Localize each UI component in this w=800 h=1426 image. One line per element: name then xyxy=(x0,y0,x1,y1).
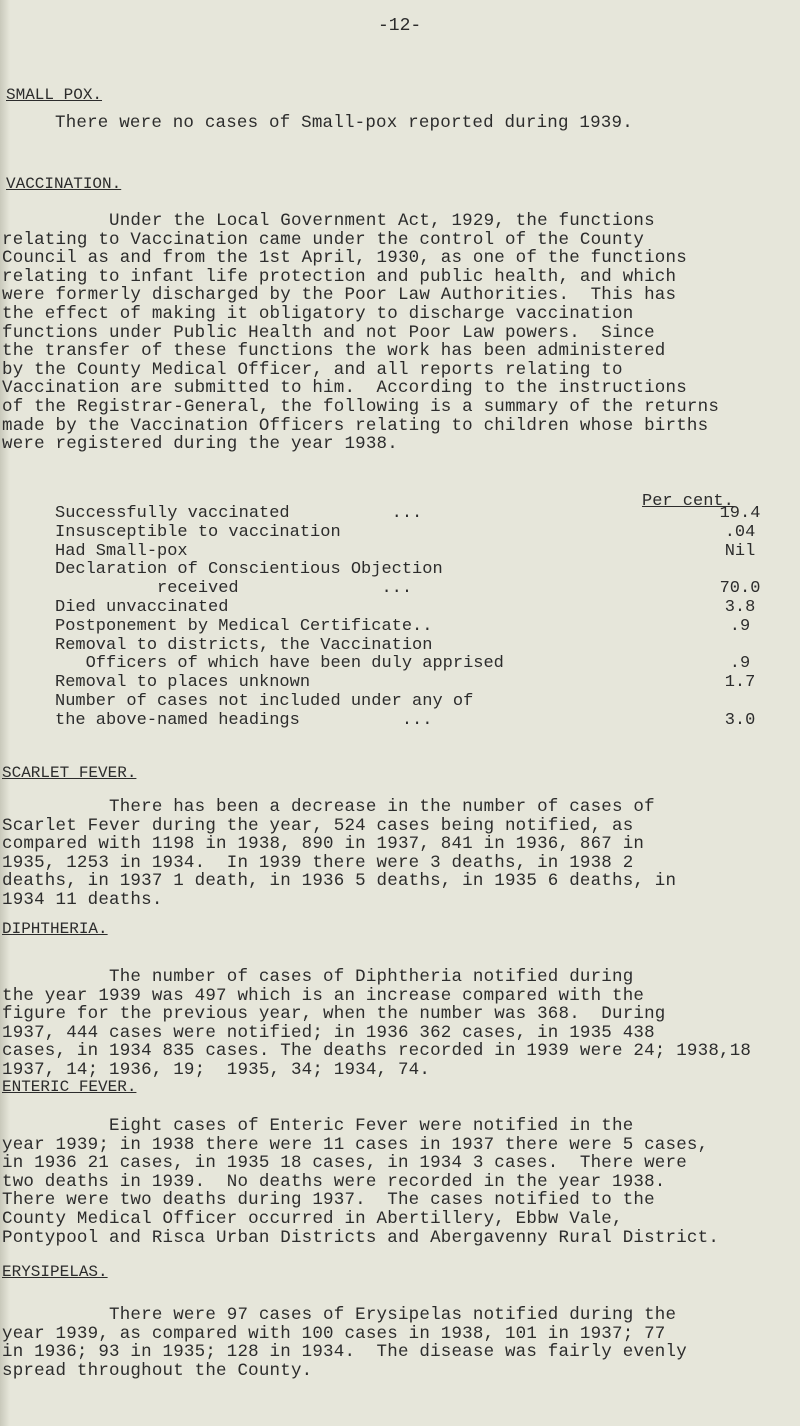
row-percent: 70.0 xyxy=(719,579,761,599)
per-cent-header: Per cent. xyxy=(642,492,734,511)
text-line: 1937, 444 cases were notified; in 1936 362 cases, in 1935 438 xyxy=(2,1022,655,1043)
text-line: year 1939; in 1938 there were 11 cases in 1937 there were 5 cases, xyxy=(2,1134,709,1155)
text-line: the effect of making it obligatory to discharge vaccination xyxy=(2,303,634,324)
table-row xyxy=(55,655,775,674)
row-percent: Nil xyxy=(724,541,756,561)
text-line: in 1936 21 cases, in 1935 18 cases, in 1934 3 cases. There were xyxy=(2,1153,687,1174)
text-line: Pontypool and Risca Urban Districts and Abergavenny Rural District. xyxy=(2,1227,720,1248)
text-line: year 1939, as compared with 100 cases in 1938, 101 in 1937; 77 xyxy=(2,1323,666,1344)
text-line: 1935, 1253 in 1934. In 1939 there were 3 deaths, in 1938 2 xyxy=(2,852,634,873)
text-line: Scarlet Fever during the year, 524 cases being notified, as xyxy=(2,815,634,836)
page-number: -12- xyxy=(378,16,422,36)
row-percent: .9 xyxy=(729,616,751,636)
text-line: figure for the previous year, when the number was 368. During xyxy=(2,1004,666,1025)
table-row xyxy=(55,543,775,562)
row-label: Had Small-pox xyxy=(55,541,188,561)
row-label: received ... xyxy=(55,579,413,599)
row-label: Removal to places unknown xyxy=(55,673,311,693)
small-pox-paragraph xyxy=(55,114,633,133)
text-line: two deaths in 1939. No deaths were recorded in the year 1938. xyxy=(2,1171,666,1192)
heading-enteric-fever: ENTERIC FEVER. xyxy=(2,1078,137,1096)
row-percent xyxy=(705,693,775,712)
table-row xyxy=(55,580,775,599)
text-line: There were two deaths during 1937. The cases notified to the xyxy=(2,1190,655,1211)
text-line: There were 97 cases of Erysipelas notified during the xyxy=(2,1305,677,1325)
row-label: Postponement by Medical Certificate.. xyxy=(55,616,433,636)
text-line: County Medical Officer occurred in Abertillery, Ebbw Vale, xyxy=(2,1208,623,1229)
text-line: of the Registrar-General, the following is a summary of the returns xyxy=(2,396,720,417)
row-label: Number of cases not included under any of xyxy=(55,691,474,711)
row-label: Removal to districts, the Vaccination xyxy=(55,635,433,655)
heading-scarlet-fever: SCARLET FEVER. xyxy=(2,764,137,782)
text-line: by the County Medical Officer, and all reports relating to xyxy=(2,359,623,380)
table-row xyxy=(55,637,775,656)
text-line: Council as and from the 1st April, 1930, as one of the functions xyxy=(2,248,687,269)
text-line: the transfer of these functions the work has been administered xyxy=(2,341,666,362)
enteric-fever-paragraph xyxy=(2,1117,719,1247)
row-label: Insusceptible to vaccination xyxy=(55,522,341,542)
row-percent: 19.4 xyxy=(719,504,761,523)
text-line: relating to Vaccination came under the control of the County xyxy=(2,229,645,250)
text-line: There were no cases of Small-pox reported during 1939. xyxy=(55,113,633,133)
text-line: There has been a decrease in the number of cases of xyxy=(2,797,655,817)
text-line: relating to infant life protection and public health, and which xyxy=(2,266,677,287)
table-row xyxy=(55,561,775,580)
vaccination-paragraph xyxy=(2,212,719,454)
row-label: Declaration of Conscientious Objection xyxy=(55,560,443,580)
text-line: The number of cases of Diphtheria notified during xyxy=(2,967,634,987)
text-line: Eight cases of Enteric Fever were notified in the xyxy=(2,1116,634,1136)
text-line: functions under Public Health and not Poor Law powers. Since xyxy=(2,322,655,343)
row-label: Officers of which have been duly apprised xyxy=(55,654,504,674)
heading-small-pox: SMALL POX. xyxy=(6,86,103,104)
vaccination-table xyxy=(55,505,775,731)
row-percent: 1.7 xyxy=(724,673,756,693)
heading-vaccination: VACCINATION. xyxy=(6,175,122,193)
erysipelas-paragraph xyxy=(2,1306,687,1380)
text-line: in 1936; 93 in 1935; 128 in 1934. The disease was fairly evenly xyxy=(2,1342,687,1363)
row-percent xyxy=(705,561,775,580)
row-percent xyxy=(705,637,775,656)
heading-diphtheria: DIPHTHERIA. xyxy=(2,920,108,938)
text-line: the year 1939 was 497 which is an increase compared with the xyxy=(2,985,645,1006)
text-line: were registered during the year 1938. xyxy=(2,434,398,455)
heading-erysipelas: ERYSIPELAS. xyxy=(2,1263,108,1281)
row-percent: 3.0 xyxy=(724,710,756,730)
text-line: Vaccination are submitted to him. According to the instructions xyxy=(2,378,687,399)
row-percent: .9 xyxy=(729,654,751,674)
text-line: Under the Local Government Act, 1929, the functions xyxy=(2,211,655,231)
text-line: 1937, 14; 1936, 19; 1935, 34; 1934, 74. xyxy=(2,1059,431,1080)
diphtheria-paragraph xyxy=(2,968,751,1080)
text-line: compared with 1198 in 1938, 890 in 1937, 841 in 1936, 867 in xyxy=(2,834,645,855)
text-line: cases, in 1934 835 cases. The deaths recorded in 1939 were 24; 1938,18 xyxy=(2,1041,752,1062)
table-row xyxy=(55,524,775,543)
table-row xyxy=(55,712,775,731)
row-label: Died unvaccinated xyxy=(55,597,229,617)
row-percent: .04 xyxy=(724,522,756,542)
text-line: spread throughout the County. xyxy=(2,1360,313,1381)
scarlet-fever-paragraph xyxy=(2,798,676,910)
table-row xyxy=(55,693,775,712)
text-line: 1934 11 deaths. xyxy=(2,889,163,910)
table-row xyxy=(55,674,775,693)
table-row xyxy=(55,618,775,637)
table-row xyxy=(55,599,775,618)
text-line: made by the Vaccination Officers relating to children whose births xyxy=(2,415,709,436)
text-line: were formerly discharged by the Poor Law Authorities. This has xyxy=(2,285,677,306)
table-row xyxy=(55,505,775,524)
row-label: Successfully vaccinated ... xyxy=(55,504,423,523)
text-line: deaths, in 1937 1 death, in 1936 5 deaths, in 1935 6 deaths, in xyxy=(2,871,677,892)
row-label: the above-named headings ... xyxy=(55,710,433,730)
row-percent: 3.8 xyxy=(724,597,756,617)
